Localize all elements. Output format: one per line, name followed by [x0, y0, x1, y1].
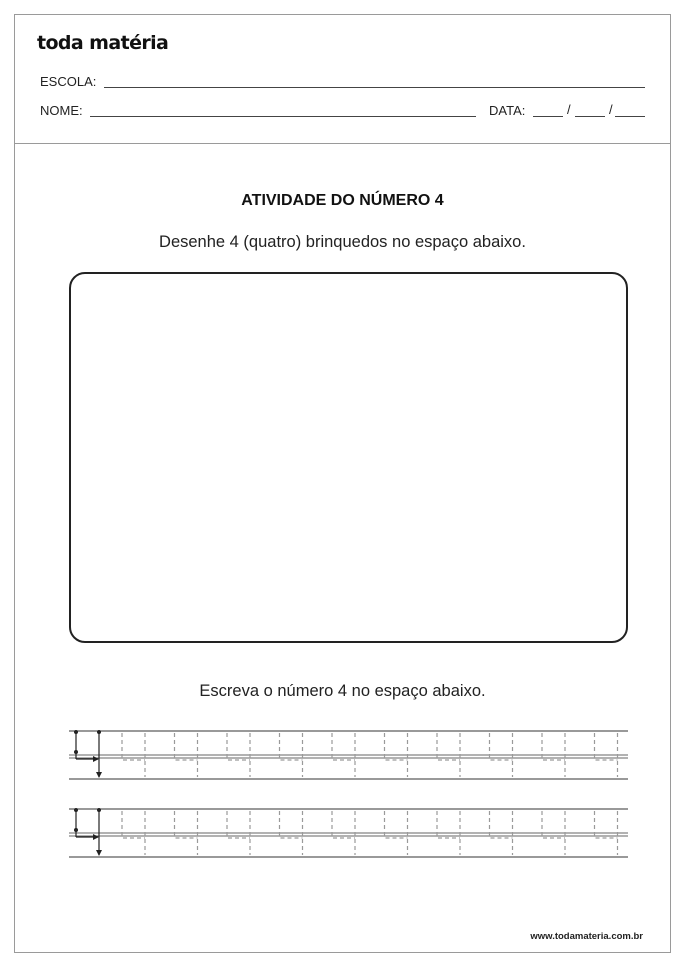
- stroke-start-dot: [74, 750, 78, 754]
- write-instruction: Escreva o número 4 no espaço abaixo.: [199, 682, 486, 700]
- stroke-start-dot: [74, 828, 78, 832]
- name-label: NOME:: [40, 103, 83, 118]
- activity-title: ATIVIDADE DO NÚMERO 4: [241, 192, 444, 209]
- date-label: DATA:: [489, 103, 526, 118]
- date-separator: /: [567, 102, 571, 117]
- school-label: ESCOLA:: [40, 74, 97, 89]
- website-footer: www.todamateria.com.br: [530, 931, 643, 942]
- brand-logo: toda matéria: [37, 32, 169, 54]
- date-separator: /: [609, 102, 613, 117]
- draw-instruction: Desenhe 4 (quatro) brinquedos no espaço abaixo.: [159, 233, 526, 251]
